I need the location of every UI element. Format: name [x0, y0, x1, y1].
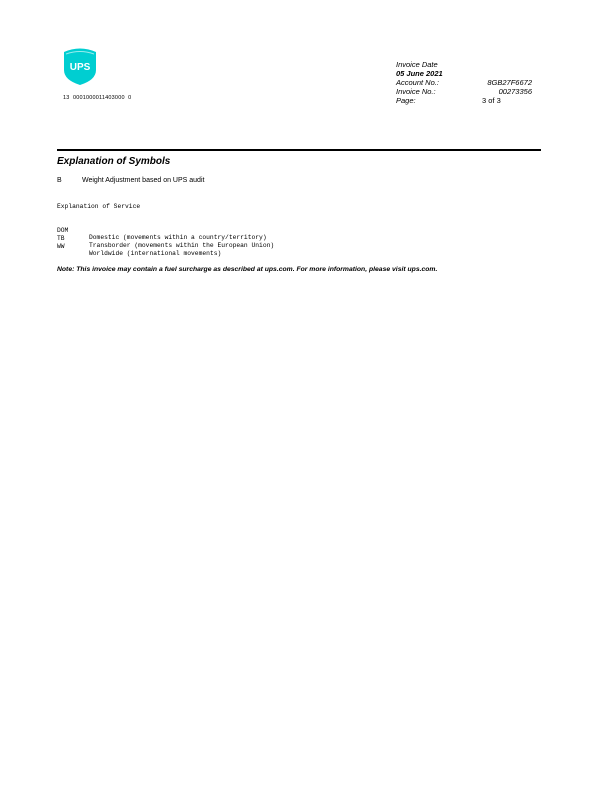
fuel-surcharge-note: Note: This invoice may contain a fuel surcharge as described at ups.com. For more information, please visit ups.com. [57, 266, 438, 273]
services-heading: Explanation of Service [57, 203, 141, 210]
invoice-number-row [396, 87, 532, 96]
page-value: 3 of 3 [482, 96, 501, 105]
service-description: Transborder (movements within the European Union) [89, 242, 275, 249]
ups-logo-icon [63, 46, 97, 86]
invoice-date-label: Invoice Date [396, 60, 438, 69]
page-row [396, 96, 532, 105]
barcode-number: 13 0001000011403000 0 [63, 95, 132, 101]
service-code: WW [57, 243, 65, 250]
logo-text: UPS [69, 62, 91, 73]
invoice-number-value: 00273356 [498, 87, 532, 96]
service-code: DOM [57, 227, 69, 234]
symbol-description: Weight Adjustment based on UPS audit [82, 177, 205, 184]
symbol-code: B [57, 177, 62, 184]
invoice-header [396, 60, 532, 105]
section-title: Explanation of Symbols [57, 156, 171, 167]
section-divider [57, 149, 541, 151]
service-description: Domestic (movements within a country/territory) [89, 234, 267, 241]
invoice-date-row [396, 69, 532, 78]
page-label: Page: [396, 96, 416, 105]
invoice-date-value: 05 June 2021 [396, 69, 443, 78]
account-row [396, 78, 532, 87]
invoice-date-label-row [396, 60, 532, 69]
account-value: 8GB27F6672 [487, 78, 532, 87]
service-code: TB [57, 235, 65, 242]
invoice-number-label: Invoice No.: [396, 87, 436, 96]
service-description: Worldwide (international movements) [89, 250, 222, 257]
account-label: Account No.: [396, 78, 439, 87]
